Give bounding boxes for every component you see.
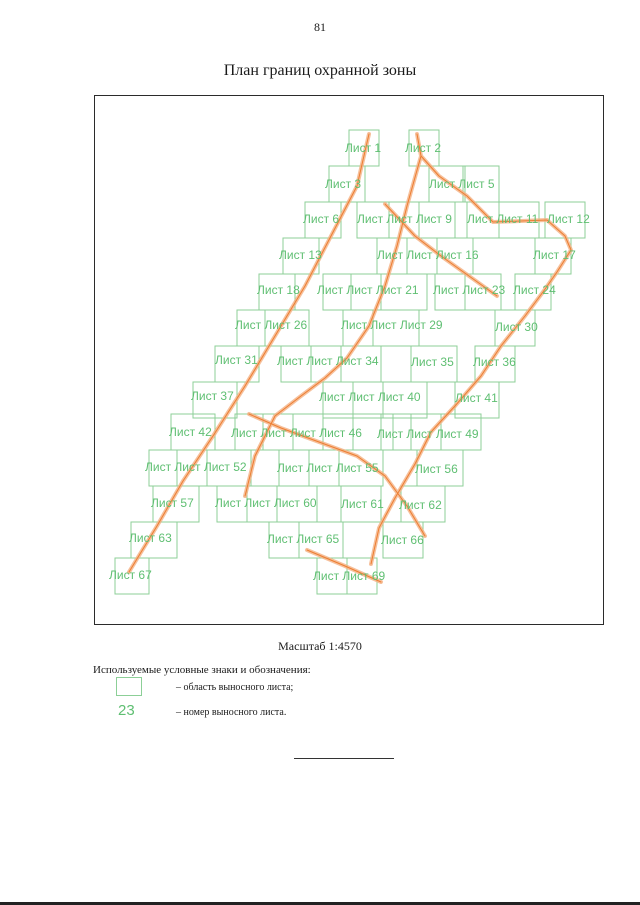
sheet-label: Лист 37 (191, 389, 234, 403)
sheet-label: Лист 57 (151, 496, 194, 510)
page-number: 81 (314, 20, 326, 34)
sheet-label: Лист 30 (495, 320, 538, 334)
sheet-label: Лист 56 (415, 462, 458, 476)
legend-sheet-number-text: – номер выносного листа. (176, 707, 287, 718)
sheet-label: Лист Лист Лист 55 (277, 461, 379, 475)
sheet-label: Лист Лист Лист Лист 46 (231, 426, 362, 440)
sheet-label: Лист 18 (257, 283, 300, 297)
sheet-label: Лист 12 (547, 212, 590, 226)
legend-sheet-area-text: – область выносного листа; (176, 682, 294, 693)
sheet-label: Лист 41 (455, 391, 498, 405)
signature-line (294, 758, 394, 759)
sheet-label: Лист Лист Лист 52 (145, 460, 247, 474)
sheet-label: Лист Лист Лист 21 (317, 283, 419, 297)
sheet-label: Лист Лист 11 (467, 212, 539, 226)
sheet-label: Лист 17 (533, 248, 576, 262)
sheet-label: Лист Лист Лист 40 (319, 390, 421, 404)
plan-title: План границ охранной зоны (223, 62, 417, 79)
sheet-label: Лист Лист 5 (429, 177, 495, 191)
sheet-label: Лист Лист Лист 34 (277, 354, 379, 368)
map-canvas (95, 96, 605, 626)
sheet-label: Лист 24 (513, 283, 556, 297)
sheet-label: Лист 61 (341, 497, 384, 511)
sheet-label: Лист Лист Лист 16 (377, 248, 479, 262)
map-frame (94, 95, 604, 625)
scale-label: Масштаб 1:4570 (278, 639, 362, 653)
sheet-labels (109, 141, 590, 583)
sheet-label: Лист 6 (303, 212, 340, 226)
sheet-label: Лист Лист Лист 49 (377, 427, 479, 441)
sheet-label: Лист 42 (169, 425, 212, 439)
sheet-label: Лист 67 (109, 568, 152, 582)
sheet-label: Лист Лист 65 (267, 532, 340, 546)
legend-sheet-area-swatch (116, 677, 142, 696)
sheet-label: Лист 31 (215, 353, 258, 367)
sheet-label: Лист 13 (279, 248, 322, 262)
sheet-label: Лист 66 (381, 533, 424, 547)
sheet-label: Лист Лист 69 (313, 569, 386, 583)
legend-heading: Используемые условные знаки и обозначения: (93, 664, 311, 676)
sheet-label: Лист 36 (473, 355, 516, 369)
sheet-label: Лист Лист Лист 29 (341, 318, 443, 332)
sheet-label: Лист Лист 23 (433, 283, 506, 297)
sheet-label: Лист 35 (411, 355, 454, 369)
legend-sheet-number-sample: 23 (118, 702, 135, 719)
sheet-label: Лист Лист 26 (235, 318, 308, 332)
sheet-label: Лист 63 (129, 531, 172, 545)
sheet-label: Лист 62 (399, 498, 442, 512)
sheet-label: Лист Лист Лист 60 (215, 496, 317, 510)
sheet-label: Лист 3 (325, 177, 362, 191)
sheet-label: Лист Лист Лист 9 (357, 212, 452, 226)
sheet-label: Лист 1 (345, 141, 382, 155)
sheet-label: Лист 2 (405, 141, 442, 155)
